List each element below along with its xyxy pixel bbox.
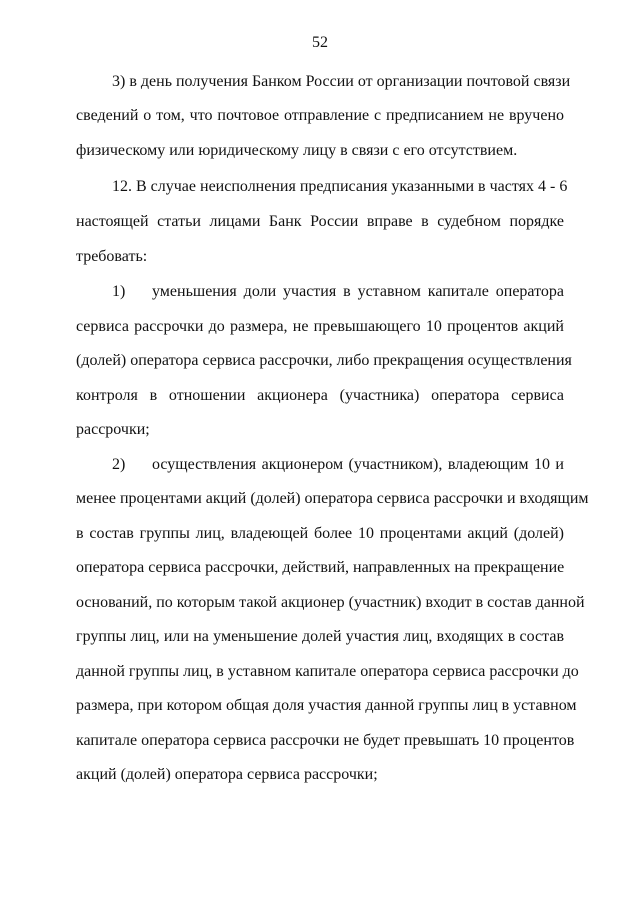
paragraph-line: менее процентами акций (долей) оператора сервиса рассрочки и входящим — [76, 490, 589, 507]
paragraph-line: оператора сервиса рассрочки, действий, направленных на прекращение — [76, 559, 565, 576]
paragraph-line: сведений о том, что почтовое отправление с предписанием не вручено — [76, 107, 564, 124]
paragraph-line: физическому или юридическому лицу в связи с его отсутствием. — [76, 142, 518, 159]
list-item-number: 2) — [112, 456, 126, 473]
paragraph-line: уменьшения доли участия в уставном капитале оператора — [152, 283, 564, 300]
paragraph-line: 12. В случае неисполнения предписания указанными в частях 4 - 6 — [112, 178, 568, 195]
paragraph-line: сервиса рассрочки до размера, не превышающего 10 процентов акций — [76, 318, 564, 335]
paragraph-line: 3) в день получения Банком России от организации почтовой связи — [112, 73, 571, 90]
paragraph-line: данной группы лиц, в уставном капитале оператора сервиса рассрочки до — [76, 663, 579, 680]
list-item-number: 1) — [112, 283, 126, 300]
paragraph-line: требовать: — [76, 248, 148, 265]
paragraph-line: осуществления акционером (участником), владеющим 10 и — [152, 456, 564, 473]
paragraph-line: контроля в отношении акционера (участника) оператора сервиса — [76, 387, 564, 404]
paragraph-line: группы лиц, или на уменьшение долей участия лиц, входящих в состав — [76, 628, 564, 645]
paragraph-line: в состав группы лиц, владеющей более 10 процентами акций (долей) — [76, 525, 564, 542]
paragraph-line: акций (долей) оператора сервиса рассрочки; — [76, 766, 378, 783]
paragraph-line: капитале оператора сервиса рассрочки не будет превышать 10 процентов — [76, 732, 575, 749]
paragraph-line: (долей) оператора сервиса рассрочки, либо прекращения осуществления — [76, 352, 572, 369]
paragraph-line: размера, при котором общая доля участия данной группы лиц в уставном — [76, 697, 577, 714]
paragraph-line: оснований, по которым такой акционер (участник) входит в состав данной — [76, 594, 585, 611]
page-number: 52 — [312, 34, 328, 51]
paragraph-line: настоящей статьи лицами Банк России вправе в судебном порядке — [76, 213, 564, 230]
paragraph-line: рассрочки; — [76, 421, 150, 438]
